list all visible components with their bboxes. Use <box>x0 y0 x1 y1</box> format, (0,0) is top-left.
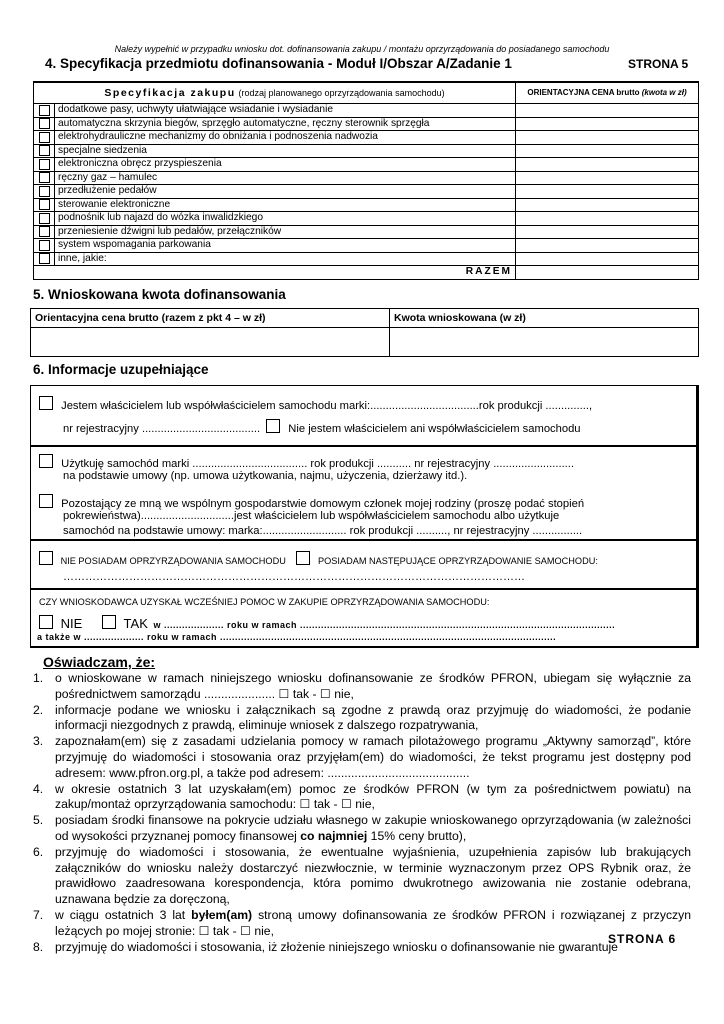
spec-price-input[interactable] <box>516 117 699 131</box>
prior-help-frame <box>30 589 699 648</box>
spec-col2-unit: (kwota w zł) <box>641 88 687 97</box>
section4-title: 4. Specyfikacja przedmiotu dofinansowania - Moduł I/Obszar A/Zadanie 1 <box>45 56 512 71</box>
spec-price-input[interactable] <box>516 158 699 172</box>
household-line3: samochód na podstawie umowy: marka:........................... rok produkcji .........., nr rejestracyjny ................ <box>63 525 583 537</box>
owner-registration: nr rejestracyjny ...................................... <box>63 423 261 435</box>
spec-price-input[interactable] <box>516 198 699 212</box>
spec-item-label: elektroniczna obręcz przyspieszenia <box>55 158 516 172</box>
spec-checkbox[interactable] <box>39 105 50 116</box>
no-equipment-checkbox[interactable] <box>39 551 53 565</box>
spec-row <box>34 198 699 212</box>
spec-checkbox[interactable] <box>39 132 50 143</box>
spec-checkbox[interactable] <box>39 159 50 170</box>
spec-checkbox[interactable] <box>39 186 50 197</box>
spec-checkbox[interactable] <box>39 240 50 251</box>
spec-row <box>34 212 699 226</box>
use-frame <box>30 446 699 541</box>
spec-total-row <box>34 266 699 280</box>
prior-line2: a także w .................... roku w ramach ................................................................................................................ <box>37 632 557 642</box>
prior-no-checkbox[interactable] <box>39 615 53 629</box>
header-note: Należy wypełnić w przypadku wniosku dot. dofinansowania zakupu / montażu oprzyrządowania do posiadanego samochodu <box>114 44 610 54</box>
section6-title: 6. Informacje uzupełniające <box>33 362 209 377</box>
spec-item-label: inne, jakie: <box>55 252 516 266</box>
spec-checkbox[interactable] <box>39 118 50 129</box>
use-line1: Użytkuję samochód marki ..................................... rok produkcji ........... nr rejestracyjny .......................... <box>61 458 575 470</box>
has-equipment-checkbox[interactable] <box>296 551 310 565</box>
amount-col-price: Orientacyjna cena brutto (razem z pkt 4 – w zł) <box>31 309 390 328</box>
household-line1: Pozostający ze mną we wspólnym gospodarstwie domowym członek mojej rodziny (proszę podać stopień <box>61 498 585 510</box>
prior-yes-label: TAK <box>123 616 148 631</box>
spec-col2-title: ORIENTACYJNA CENA brutto <box>527 88 640 97</box>
spec-item-label: przedłużenie pedałów <box>55 185 516 199</box>
spec-table <box>33 81 699 280</box>
declarations-title: Oświadczam, że: <box>43 654 156 670</box>
spec-checkbox[interactable] <box>39 145 50 156</box>
amount-price-input[interactable] <box>31 328 390 357</box>
spec-item-label: automatyczna skrzynia biegów, sprzęgło automatyczne, ręczny sterownik sprzęgła <box>55 117 516 131</box>
spec-checkbox[interactable] <box>39 213 50 224</box>
spec-item-label: przeniesienie dźwigni lub pedałów, przełączników <box>55 225 516 239</box>
not-owner-checkbox[interactable] <box>266 419 280 433</box>
declaration-item: 3. zapoznałam(em) się z zasadami udzielania pomocy w ramach pilotażowego programu „Aktywny samorząd”, które przyjmuję do wiadomości i stosowania oraz przyjęłam(em) do wiadomości, że tekst programu jest dostępny pod adresem: www.pfron.org.pl, a także pod adresem: .......................................... <box>33 734 691 780</box>
amount-requested-input[interactable] <box>390 328 699 357</box>
use-checkbox[interactable] <box>39 454 53 468</box>
household-line2: pokrewieństwa)..............................jest właścicielem lub współwłaścicielem samochodu albo użytkuje <box>63 510 560 522</box>
spec-checkbox[interactable] <box>39 172 50 183</box>
spec-row <box>34 158 699 172</box>
prior-line1: w .................... roku w ramach ......................................................................................................... <box>153 620 616 630</box>
spec-checkbox[interactable] <box>39 226 50 237</box>
spec-price-input[interactable] <box>516 212 699 226</box>
spec-row <box>34 225 699 239</box>
spec-checkbox[interactable] <box>39 253 50 264</box>
spec-price-input[interactable] <box>516 239 699 253</box>
page-label-6: STRONA 6 <box>608 932 677 946</box>
equipment-dots[interactable]: ……………………………………………………………………………………………………………… <box>63 571 525 583</box>
spec-row <box>34 185 699 199</box>
declaration-item: 6. przyjmuję do wiadomości i stosowania, że ewentualne wyjaśnienia, uzupełnienia zapisów lub brakujących załączników do wniosku należy dostarczyć niezwłocznie, w terminie wyznaczonym przez OPS Rybnik oraz, że prawidłowo zaadresowana korespondencja, która pomimo dwukrotnego awizowania nie zostanie odebrana, uznawana będzie za doręczoną, <box>33 844 691 907</box>
spec-row <box>34 144 699 158</box>
owner-line1: Jestem właścicielem lub współwłaścicielem samochodu marki:...................................rok produkcji .............., <box>61 400 593 412</box>
spec-item-label: ręczny gaz – hamulec <box>55 171 516 185</box>
prior-no-label: NIE <box>60 616 83 631</box>
not-owner-label: Nie jestem właścicielem ani współwłaścicielem samochodu <box>288 423 581 435</box>
no-equipment-label: NIE POSIADAM OPRZYRZĄDOWANIA SAMOCHODU <box>60 556 286 566</box>
spec-row <box>34 117 699 131</box>
spec-item-label: dodatkowe pasy, uchwyty ułatwiające wsiadanie i wysiadanie <box>55 104 516 118</box>
spec-col1-subtitle: (rodzaj planowanego oprzyrządowania samochodu) <box>238 87 445 98</box>
spec-price-input[interactable] <box>516 225 699 239</box>
spec-price-input[interactable] <box>516 104 699 118</box>
spec-col1-title: Specyfikacja zakupu <box>104 86 236 99</box>
spec-total-input[interactable] <box>516 266 699 280</box>
prior-yes-checkbox[interactable] <box>102 615 116 629</box>
page-label-5: STRONA 5 <box>628 57 689 71</box>
declaration-item: 8. przyjmuję do wiadomości i stosowania, iż złożenie niniejszego wniosku o dofinansowanie nie gwarantuje <box>33 939 618 954</box>
spec-row <box>34 104 699 118</box>
owner-checkbox[interactable] <box>39 396 53 410</box>
household-checkbox[interactable] <box>39 494 53 508</box>
spec-price-input[interactable] <box>516 144 699 158</box>
pfron-link[interactable]: www.pfron.org.pl <box>109 765 200 780</box>
spec-row <box>34 239 699 253</box>
spec-item-label: podnośnik lub najazd do wózka inwalidzkiego <box>55 212 516 226</box>
spec-item-label: sterowanie elektroniczne <box>55 198 516 212</box>
spec-row <box>34 252 699 266</box>
amount-table <box>30 308 699 357</box>
declaration-item: 5. posiadam środki finansowe na pokrycie udziału własnego w zakupie wnioskowanego oprzyrządowania (w zależności od wysokości przyznanej pomocy finansowej co najmniej 15% ceny brutto), <box>33 813 691 843</box>
spec-price-input[interactable] <box>516 185 699 199</box>
owner-frame <box>30 385 699 447</box>
spec-item-label: elektrohydrauliczne mechanizmy do obniżania i podnoszenia nadwozia <box>55 131 516 145</box>
spec-price-input[interactable] <box>516 252 699 266</box>
spec-item-label: system wspomagania parkowania <box>55 239 516 253</box>
declaration-item: 7. w ciągu ostatnich 3 lat byłem(am) stroną umowy dofinansowania ze środków PFRON i rozwiązanej z przyczyn leżących po mojej stronie: ☐ tak - ☐ nie, <box>33 907 691 938</box>
spec-price-input[interactable] <box>516 171 699 185</box>
declaration-item: 4. w okresie ostatnich 3 lat uzyskałam(em) pomoc ze środków PFRON (w tym za pośrednictwem powiatu) na zakup/montaż oprzyrządowania samochodu: ☐ tak - ☐ nie, <box>33 781 691 812</box>
prior-help-question: CZY WNIOSKODAWCA UZYSKAŁ WCZEŚNIEJ POMOC W ZAKUPIE OPRZYRZĄDOWANIA SAMOCHODU: <box>39 597 490 607</box>
declaration-item: 2. informacje podane we wniosku i załącznikach są zgodne z prawdą oraz przyjmuję do wiadomości, że podanie informacji niezgodnych z prawdą, eliminuje wniosek z dalszego rozpatrywania, <box>33 702 691 733</box>
amount-col-requested: Kwota wnioskowana (w zł) <box>390 309 699 328</box>
spec-row <box>34 171 699 185</box>
declarations-list <box>33 671 691 955</box>
equipment-frame <box>30 540 699 590</box>
spec-total-label: RAZEM <box>34 266 516 280</box>
spec-row <box>34 131 699 145</box>
section5-title: 5. Wnioskowana kwota dofinansowania <box>33 287 286 302</box>
use-line2: na podstawie umowy (np. umowa użytkowania, najmu, użyczenia, dzierżawy itd.). <box>63 470 468 482</box>
spec-item-label: specjalne siedzenia <box>55 144 516 158</box>
spec-checkbox[interactable] <box>39 199 50 210</box>
spec-price-input[interactable] <box>516 131 699 145</box>
declaration-item: 1. o wnioskowane w ramach niniejszego wniosku dofinansowanie ze środków PFRON, ubiegam się wyłącznie za pośrednictwem samorządu ..................... ☐ tak - ☐ nie, <box>33 671 691 701</box>
has-equipment-label: POSIADAM NASTĘPUJĄCE OPRZYRZĄDOWANIE SAMOCHODU: <box>317 556 598 566</box>
